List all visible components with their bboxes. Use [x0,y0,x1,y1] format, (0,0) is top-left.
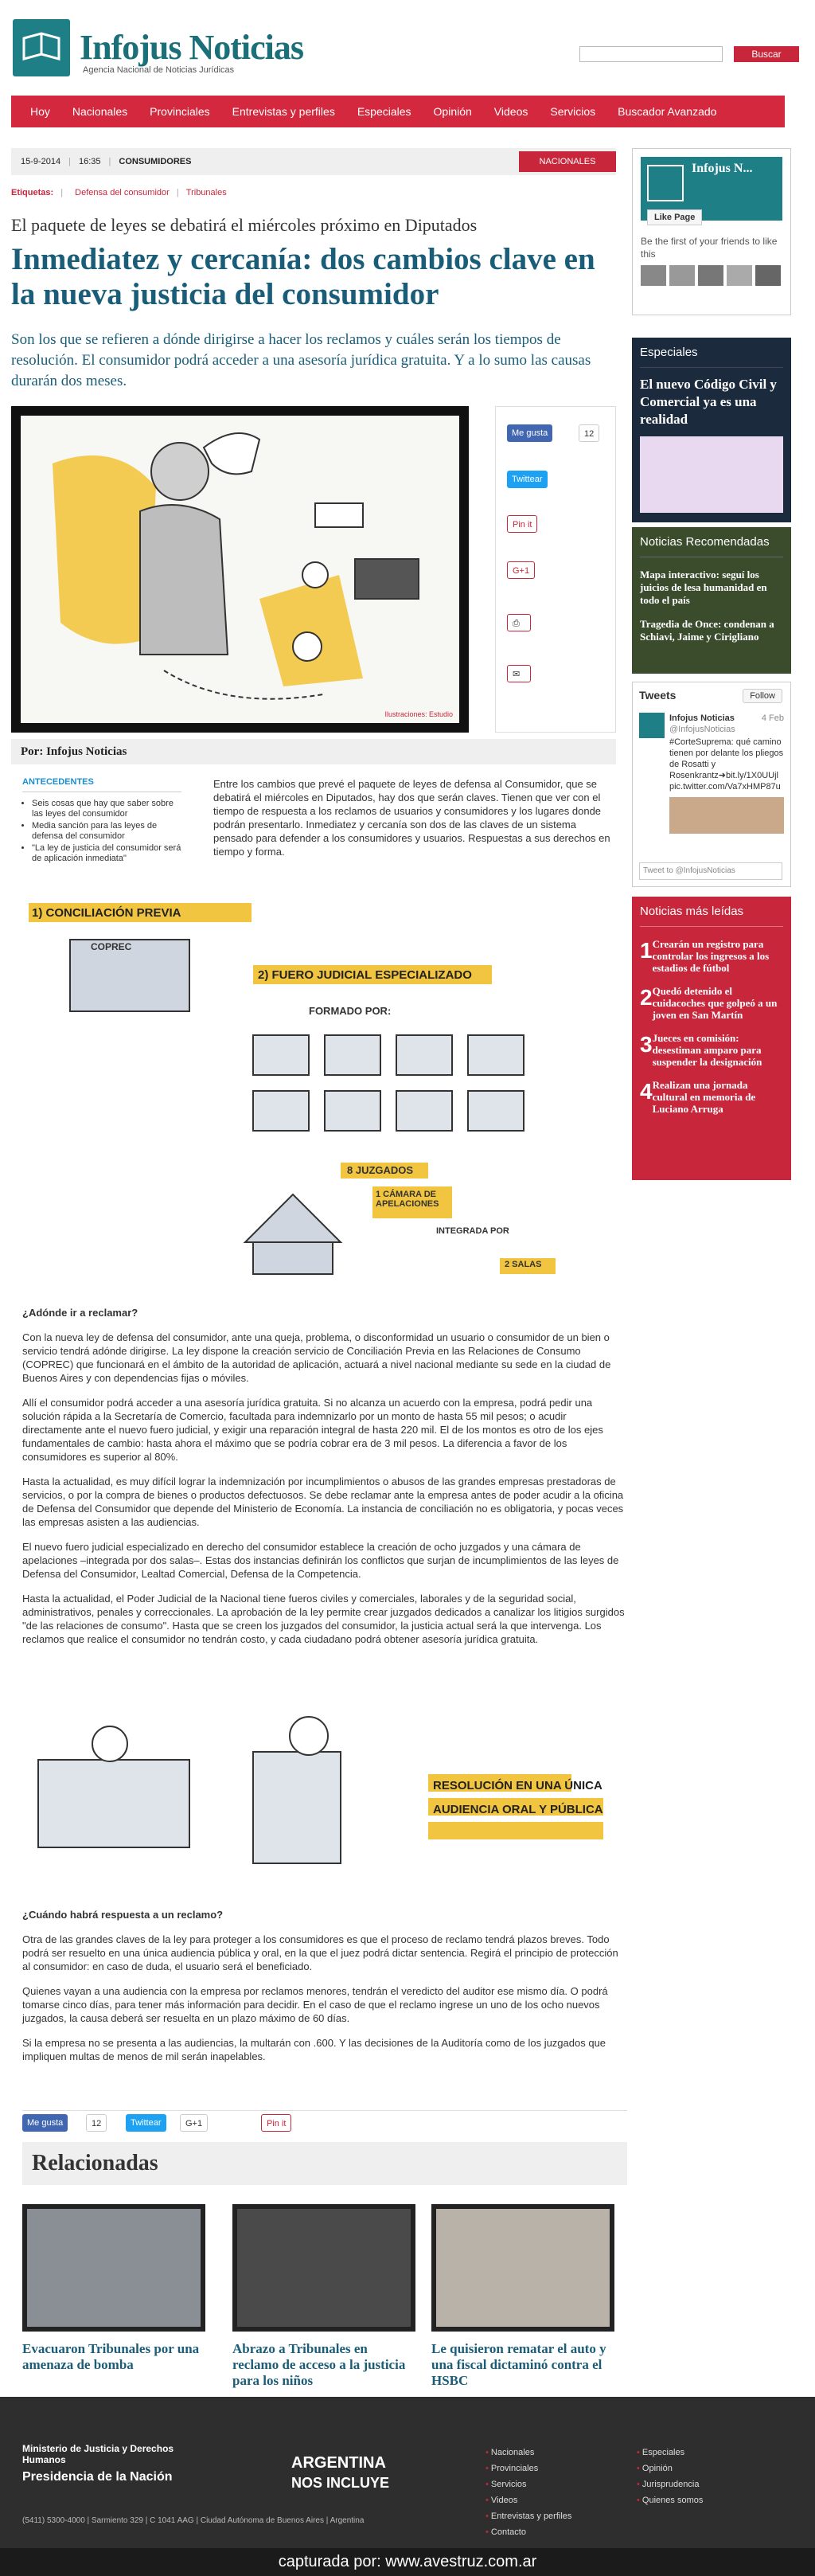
footer-link[interactable]: • Servicios [485,2476,571,2492]
nav-item-hoy[interactable]: Hoy [30,105,50,118]
infographic-step1: 1) CONCILIACIÓN PREVIA [32,906,181,920]
nav-item-videos[interactable]: Videos [493,105,528,118]
related-image[interactable] [22,2204,205,2332]
footer-nos-incluye: NOS INCLUYE [291,2475,390,2491]
mas-leidas-widget [632,897,791,1180]
paragraph: Hasta la actualidad, es muy difícil lograr la indemnización por incumplimientos o abusos de las grandes empresas prestadoras de servicios, o por la compra de bienes o productos defectuosos. Se debe reclamar ante la empresa antes de poder acudir a la oficina de Defensa del Consumidor que depende del Ministerio de Economía. La instancia de conciliación no es obligatoria, y pocas veces las empresas asisten a las audiencias. [22,1476,624,1528]
tag-link[interactable]: Defensa del consumidor [75,188,170,197]
fb-friends-text: Be the first of your friends to like this [641,236,778,260]
infographic-juzgados: 8 JUZGADOS [347,1164,414,1176]
mas-leidas-item[interactable]: 2 Quedó detenido el cuidacoches que golpeó a un joven en San Martín [640,985,778,1021]
byline: Por: Infojus Noticias [11,739,616,764]
nav-item-provinciales[interactable]: Provinciales [150,105,210,118]
article-date: 15-9-2014 [21,157,61,166]
paragraph: Con la nueva ley de defensa del consumidor, ante una queja, problema, o disconformidad un usuario o consumidor de un bien o servicio tendrá adónde dirigirse. La ley dispone la creación servicio de Conciliación Previa en las Relaciones de Consumo (COPREC) que funcionará en el ámbito de la autoridad de aplicación, actuará a nivel nacional mediante su sede en la ciudad de Buenos Aires y con dependencias fijas o móviles. [22,1331,611,1384]
article-section[interactable]: CONSUMIDORES [119,157,192,166]
tags-row: Etiquetas: | Defensa del consumidor | Tribunales [11,188,227,197]
paragraph: Allí el consumidor podrá acceder a una asesoría jurídica gratuita. Si no alcanza un acuerdo con la empresa, podrá pedir una solución rápida a la Secretaría de Comercio, facultada para indemnizarlo por un monto de hasta 55 mil pesos; o acudir directamente ante el nuevo fuero judicial, y exigir una reparación integral de hasta 220 mil. El de los montos es otro de los ejes fundamentales de cambio: hasta ahora el máximo que se podría cobrar era de 3 mil pesos. La diferencia a favor de los consumidores es superior al 80%. [22,1397,603,1463]
fb-like-button[interactable]: Me gusta [22,2114,68,2132]
bottom-share [22,2110,627,2128]
infographic-integrada: INTEGRADA POR [436,1226,509,1236]
tweet-user[interactable]: Infojus Noticias [669,713,735,723]
search-input[interactable] [579,46,723,62]
infographic-2 [22,1704,627,1895]
nav-item-buscador[interactable]: Buscador Avanzado [618,105,717,118]
hero-caption: Ilustraciones: Estudio [384,710,453,718]
capture-banner: capturada por: www.avestruz.com.ar [0,2548,815,2576]
footer-links-1 [485,2445,571,2540]
footer-link[interactable]: • Videos [485,2492,571,2508]
footer-link[interactable]: • Nacionales [485,2445,571,2461]
site-title[interactable]: Infojus Noticias [80,28,304,67]
footer-link[interactable]: • Opinión [637,2461,703,2476]
footer-link[interactable]: • Provinciales [485,2461,571,2476]
article-time: 16:35 [79,157,101,166]
footer-ministry[interactable]: Ministerio de Justicia y Derechos Humanos [22,2443,174,2465]
antecedentes-box [22,777,181,866]
share-panel [495,406,616,733]
footer-link[interactable]: • Contacto [485,2524,571,2540]
facebook-widget [632,148,791,315]
print-icon[interactable]: ⎙ [507,614,531,631]
hero-illustration [11,406,469,733]
logo-icon[interactable] [13,19,70,76]
related-link[interactable]: Evacuaron Tribunales por una amenaza de bomba [22,2341,200,2372]
footer-link[interactable]: • Jurisprudencia [637,2476,703,2492]
footer-presidencia[interactable]: Presidencia de la Nación [22,2470,173,2484]
twitter-widget [632,682,791,887]
recomendadas-title: Noticias Recomendadas [640,535,783,557]
related-link[interactable]: Abrazo a Tribunales en reclamo de acceso a la justicia para los niños [232,2341,406,2388]
tweet-button[interactable]: Twittear [507,471,548,488]
mas-leidas-item[interactable]: 3 Jueces en comisión: desestiman amparo para suspender la designación [640,1032,762,1068]
paragraph: Quienes vayan a una audiencia con la empresa por reclamos menores, tendrán el veredicto del auditor ese mismo día. O podrá tomarse cinco días, para tener más información para decidir. En el caso de que el reclamo ingrese un uno de los ocho nuevos juzgados, la causa deberá ser resuelta en un plazo máximo de 60 días. [22,1985,608,2024]
footer-link[interactable]: • Quienes somos [637,2492,703,2508]
tweet-to-input[interactable]: Tweet to @InfojusNoticias [639,862,782,880]
nav-item-entrevistas[interactable]: Entrevistas y perfiles [232,105,335,118]
fb-page-name[interactable]: Infojus N... [692,162,753,175]
article-body-1 [22,1306,627,1657]
footer-link[interactable]: • Entrevistas y perfiles [485,2508,571,2524]
tweet-handle: @InfojusNoticias [669,725,735,734]
infographic-step2: 2) FUERO JUDICIAL ESPECIALIZADO [258,968,472,982]
book-icon [21,30,62,65]
gplus-button[interactable]: G+1 [180,2114,208,2132]
article-column [11,148,616,764]
mas-leidas-item[interactable]: 4 Realizan una jornada cultural en memoria de Luciano Arruga [640,1079,756,1115]
tweet-button[interactable]: Twittear [126,2114,166,2132]
twitter-avatar [639,713,665,738]
site-subtitle: Agencia Nacional de Noticias Jurídicas [83,65,235,75]
sidebar [632,148,791,1180]
article-body-2 [22,1908,627,2074]
mas-leidas-title: Noticias más leídas [640,905,783,927]
nav-item-especiales[interactable]: Especiales [357,105,411,118]
related-title: Relacionadas [22,2142,627,2185]
fb-like-button[interactable]: Me gusta [507,424,552,442]
page-avatar [647,165,684,201]
antecedente-link[interactable]: • "La ley de justicia del consumidor será de aplicación inmediata" [32,843,181,864]
article-intro: Entre los cambios que prevé el paquete de leyes de defensa al Consumidor, que se debatirá el miércoles en Diputados, hay dos que serán claves. Tienen que ver con el tiempo de respuesta a los reclamos de usuarios y consumidores y los lugares donde podrán presentarlo. Inmediatez y cercanía son dos de las claves de un sistema pensado para defender a los consumidores y usuarios. Respuestas a sus derechos en tiempo y forma. [213,778,610,858]
infographic-coprec: COPREC [91,941,132,952]
footer-address: (5411) 5300-4000 | Sarmiento 329 | C 1041 AAG | Ciudad Autónoma de Buenos Aires | Argentina [22,2516,365,2525]
tweet-text: #CorteSuprema: qué camino tienen por delante los pliegos de Rosatti y Rosenkrantz➜bit.ly/1X0UUjl pic.twitter.com/Va7xHMP87u [669,737,784,792]
paragraph: Otra de las grandes claves de la ley para proteger a los consumidores es que el proceso de reclamo tendrá plazos breves. Todo podrá ser resuelto en una única audiencia pública y oral, en la que el juez podrá dictar sentencia. Regirá el principio de protección al consumidor: en caso de duda, el usuario será el beneficiado. [22,1933,618,1972]
especiales-widget[interactable] [632,338,791,522]
related-image[interactable] [232,2204,415,2332]
footer-links-2 [637,2445,703,2508]
gplus-button[interactable]: G+1 [507,561,535,579]
nav-item-servicios[interactable]: Servicios [550,105,596,118]
infographic-1 [22,892,627,1290]
tags-label: Etiquetas: [11,188,54,197]
especiales-link[interactable]: El nuevo Código Civil y Comercial ya es una realidad [640,377,777,427]
related-image[interactable] [431,2204,614,2332]
article-lead: Son los que se refieren a dónde dirigirse a hacer los reclamos y cuáles serán los tiempos de resolución. El consumidor podrá acceder a una asesoría jurídica gratuita. Y a lo sumo las causas durarán dos meses. [11,331,591,389]
follow-button[interactable]: Follow [743,689,782,703]
hero-section [11,406,616,733]
site-header [0,0,815,94]
article-meta: 15-9-2014 | 16:35 | CONSUMIDORES NACIONALES [11,148,616,175]
infographic2-text: RESOLUCIÓN EN UNA ÚNICA AUDIENCIA ORAL Y PÚBLICA [433,1779,603,1816]
especiales-title: Especiales [640,346,783,368]
nav-item-opinion[interactable]: Opinión [433,105,472,118]
recomendadas-widget [632,527,791,674]
section-heading: ¿Adónde ir a reclamar? [22,1307,138,1319]
recomendada-link[interactable]: Tragedia de Once: condenan a Schiavi, Jaime y Cirigliano [640,618,774,643]
fb-count: 12 [86,2114,107,2132]
antecedente-link[interactable]: • Media sanción para las leyes de defensa del consumidor [32,821,181,842]
paragraph: Si la empresa no se presenta a las audiencias, la multarán con .600. Y las decisiones de la Auditoría como de los juzgados que impliquen multas de menos de mil serán inapelables. [22,2037,606,2062]
infographic-salas: 2 SALAS [505,1260,542,1269]
category-badge[interactable]: NACIONALES [519,151,616,172]
nav-item-nacionales[interactable]: Nacionales [72,105,128,118]
tweets-title: Tweets [639,689,677,702]
fb-count: 12 [579,424,599,442]
antecedente-link[interactable]: • Seis cosas que hay que saber sobre las leyes del consumidor [32,799,181,819]
infographic-camara: 1 CÁMARA DE APELACIONES [376,1190,439,1209]
antecedentes-title: ANTECEDENTES [22,777,181,792]
search-button[interactable]: Buscar [734,46,799,62]
section-heading: ¿Cuándo habrá respuesta a un reclamo? [22,1909,224,1921]
tweet-date: 4 Feb [761,713,784,723]
pinterest-button[interactable]: Pin it [261,2114,291,2132]
recomendada-link[interactable]: Mapa interactivo: seguí los juicios de lesa humanidad en todo el país [640,569,767,606]
fb-like-page-button[interactable]: Like Page [647,209,702,225]
paragraph: El nuevo fuero judicial especializado en derecho del consumidor establece la creación de ocho juzgados y una cámara de apelaciones –integrada por dos salas–. Estas dos instancias definirán los conflictos que surjan de incumplimientos de las leyes de Defensa del Consumidor, Lealtad Comercial, Defensa de la Competencia. [22,1541,619,1580]
infographic-formado: FORMADO POR: [309,1005,392,1017]
footer-argentina: ARGENTINA [291,2454,386,2472]
pinterest-button[interactable]: Pin it [507,515,537,533]
mas-leidas-item[interactable]: 1 Crearán un registro para controlar los ingresos a los estadios de fútbol [640,938,770,974]
paragraph: Hasta la actualidad, el Poder Judicial de la Nacional tiene fueros civiles y comerciales, laborales y de la seguridad social, administrativos, penales y correccionales. La aprobación de la ley permite crear juzgados dedicados a canalizar los litigios surgidos "de las relaciones de consumo". Hasta que se creen los juzgados del consumidor, la justicia actual será la que intervenga. Los reclamos que realice el consumidor no tendrán costo, y cada ciudadano podrá obtener asesoría jurídica gratuita. [22,1593,625,1645]
main-nav [11,96,785,127]
tag-link[interactable]: Tribunales [185,188,227,197]
footer-link[interactable]: • Especiales [637,2445,703,2461]
email-icon[interactable]: ✉ [507,665,531,682]
article-title: Inmediatez y cercanía: dos cambios clave en la nueva justicia del consumidor [11,242,595,311]
article-kicker: El paquete de leyes se debatirá el miércoles próximo en Diputados [11,215,478,235]
related-link[interactable]: Le quisieron rematar el auto y una fiscal dictaminó contra el HSBC [431,2341,606,2388]
